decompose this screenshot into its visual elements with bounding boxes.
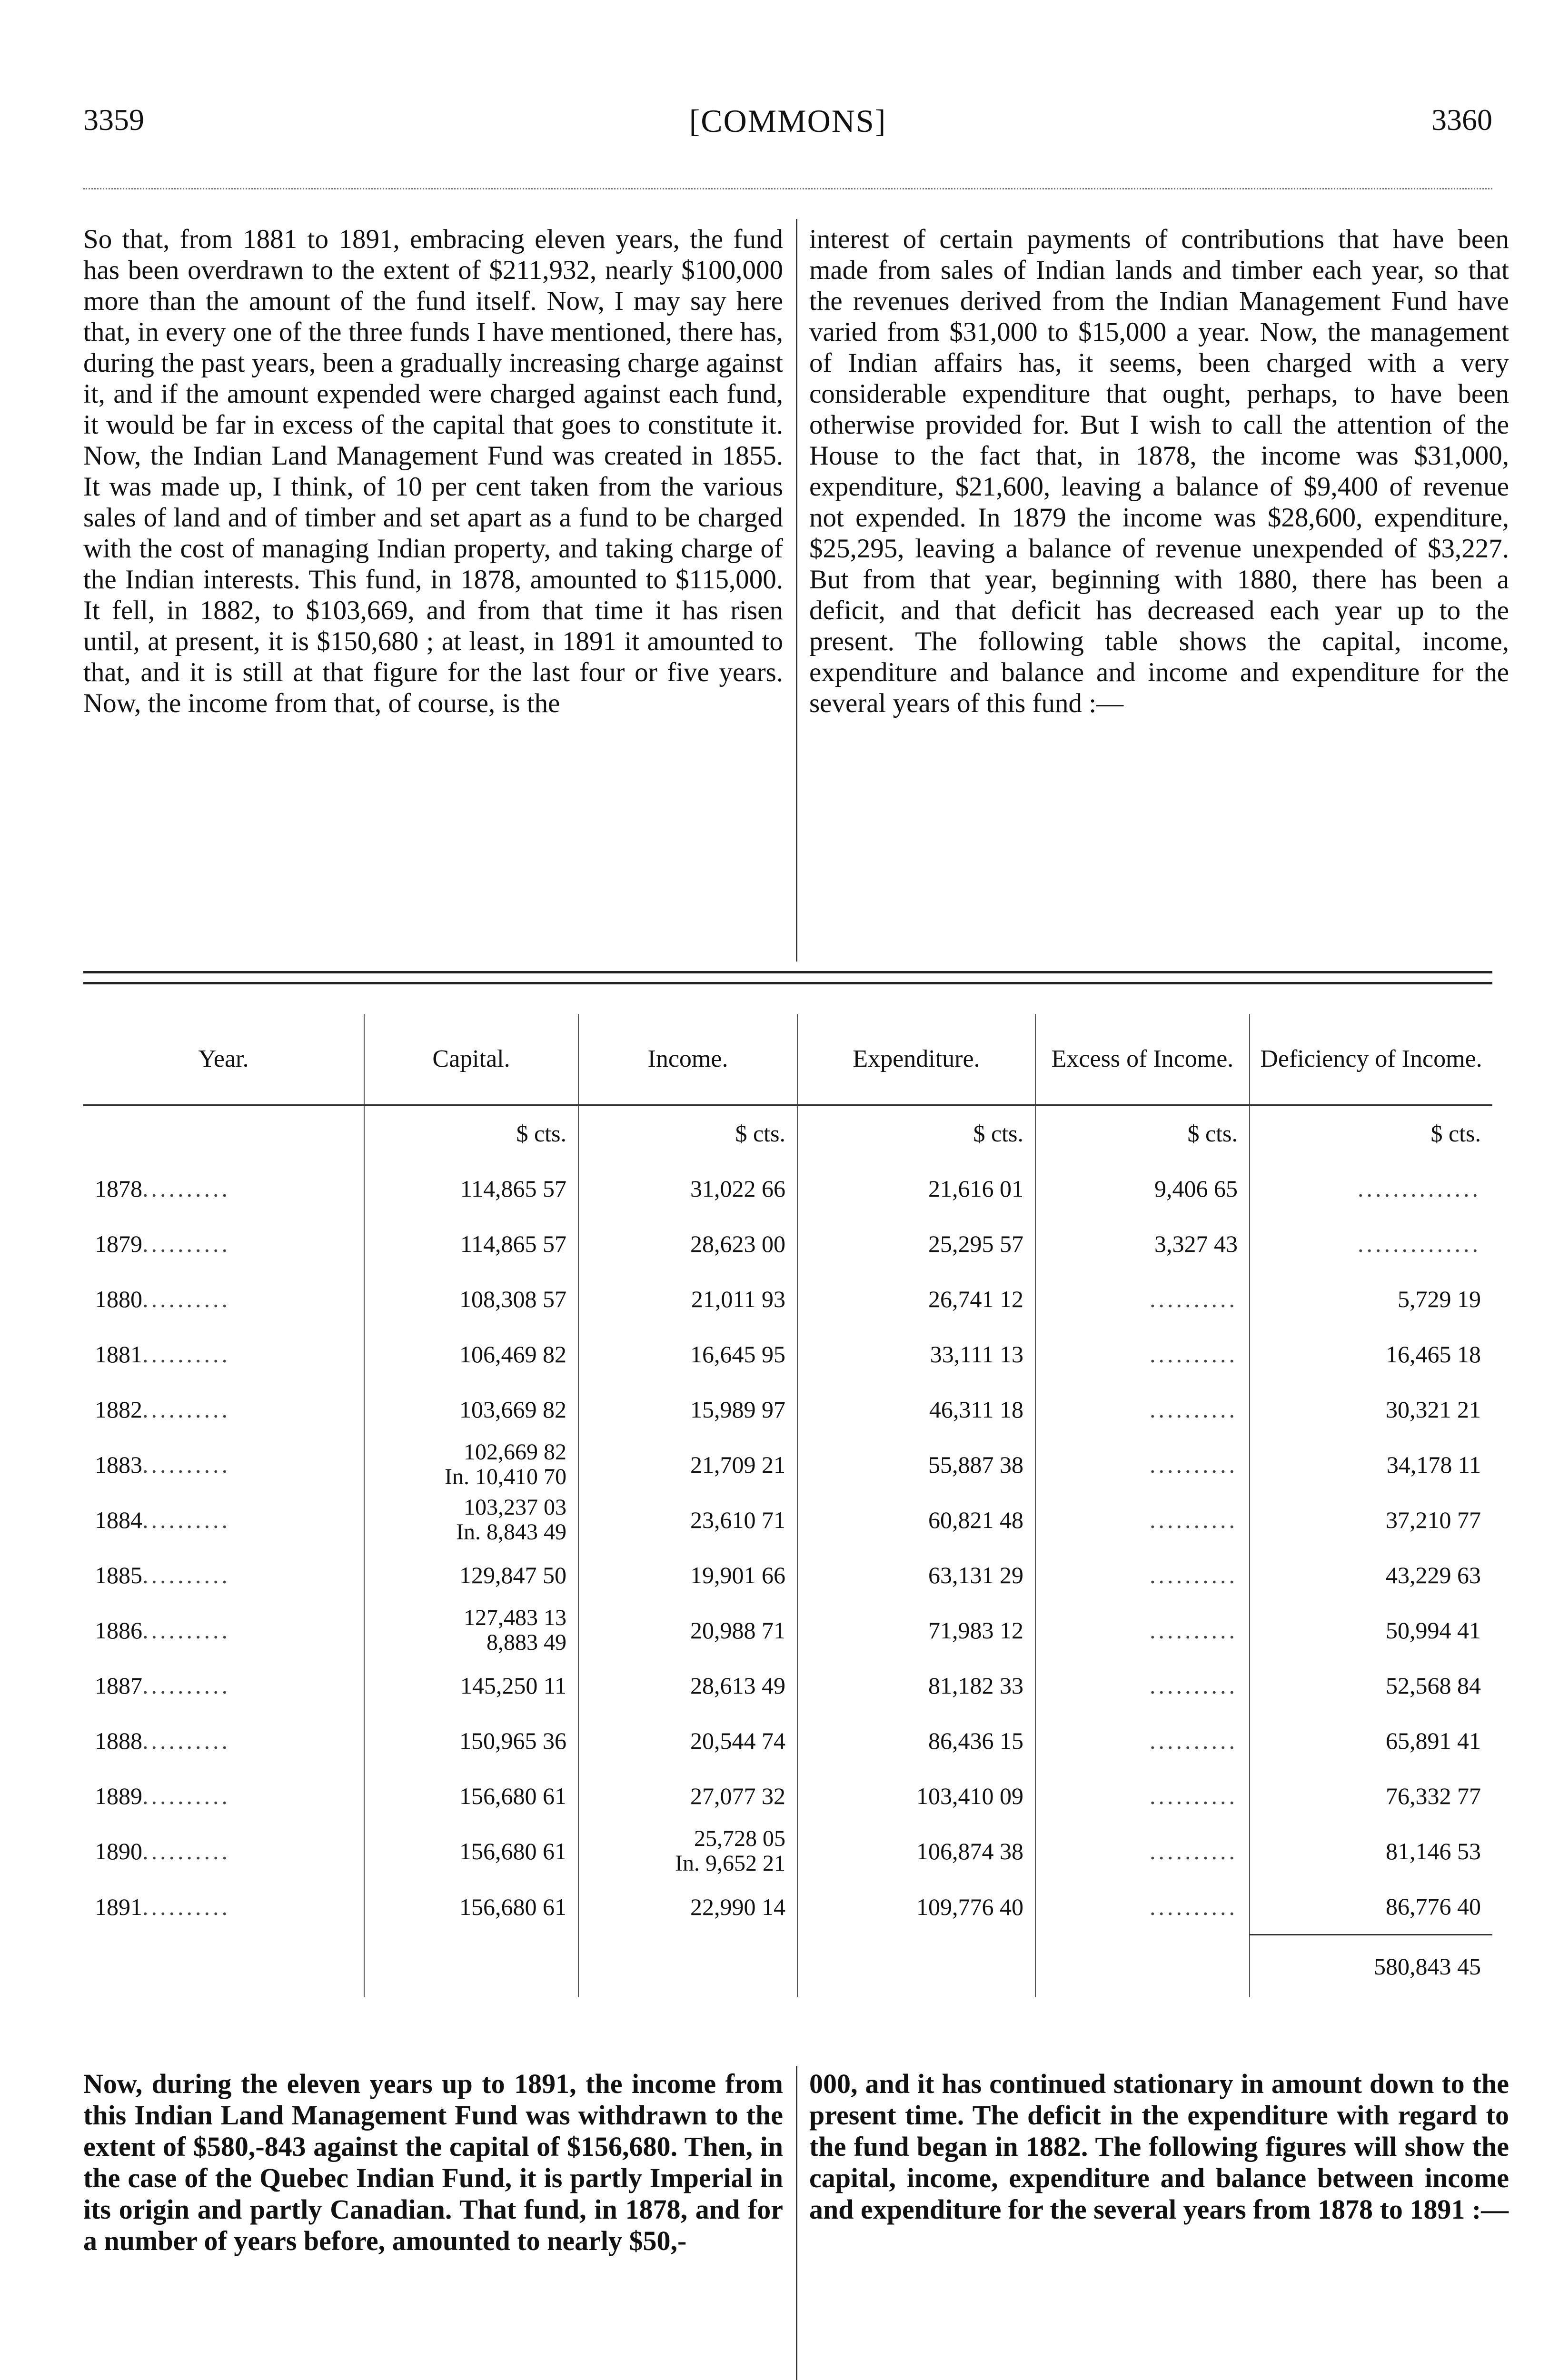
header-excess: Excess of Income.	[1035, 1014, 1250, 1105]
expenditure-cell: 33,111 13	[797, 1327, 1035, 1382]
table-row	[83, 1658, 1492, 1713]
year-cell: 1881	[95, 1341, 142, 1368]
income-cell: 31,022 66	[578, 1161, 797, 1216]
capital-cell: 114,865 57	[364, 1216, 578, 1271]
dot-leader: ..........	[142, 1396, 230, 1423]
income-cell: 28,623 00	[578, 1216, 797, 1271]
year-cell: 1879	[95, 1230, 142, 1257]
page-number-right: 3360	[1431, 103, 1492, 137]
dot-leader: ..........	[142, 1617, 230, 1644]
units-row	[83, 1105, 1492, 1161]
year-cell: 1890	[95, 1838, 142, 1864]
deficiency-cell: 50,994 41	[1250, 1603, 1492, 1658]
capital-in-cell: 8,883 49	[487, 1630, 566, 1655]
deficiency-cell: 76,332 77	[1250, 1768, 1492, 1824]
header-rule	[83, 188, 1492, 189]
unit-income: $ cts.	[578, 1105, 797, 1161]
year-cell: 1889	[95, 1783, 142, 1809]
income-cell: 28,613 49	[578, 1658, 797, 1713]
capital-cell: 103,669 82	[364, 1382, 578, 1437]
deficiency-cell: 52,568 84	[1250, 1658, 1492, 1713]
capital-cell: 150,965 36	[364, 1713, 578, 1768]
dot-leader: ..........	[1150, 1286, 1238, 1312]
table-total-row	[83, 1935, 1492, 1998]
header-income: Income.	[578, 1014, 797, 1105]
deficiency-cell: 5,729 19	[1250, 1271, 1492, 1327]
total-deficiency-cell: 580,843 45	[1250, 1935, 1492, 1998]
indian-land-management-fund-table	[83, 1014, 1492, 1997]
capital-cell: 114,865 57	[364, 1161, 578, 1216]
capital-in-cell: In. 10,410 70	[445, 1464, 566, 1489]
header-year: Year.	[83, 1014, 364, 1105]
dot-leader: ..........	[142, 1783, 230, 1809]
expenditure-cell: 103,410 09	[797, 1768, 1035, 1824]
income-cell: 22,990 14	[578, 1879, 797, 1935]
year-cell: 1885	[95, 1562, 142, 1588]
dot-leader: ..........	[142, 1230, 230, 1257]
dot-leader: ..........	[142, 1672, 230, 1699]
year-cell: 1883	[95, 1451, 142, 1478]
income-cell: 25,728 05	[694, 1826, 785, 1851]
deficiency-cell: 43,229 63	[1250, 1547, 1492, 1603]
income-cell: 19,901 66	[578, 1547, 797, 1603]
expenditure-cell: 109,776 40	[797, 1879, 1035, 1935]
capital-cell: 156,680 61	[364, 1824, 578, 1879]
table-row	[83, 1216, 1492, 1271]
dot-leader: ..........	[142, 1507, 230, 1533]
expenditure-cell: 63,131 29	[797, 1547, 1035, 1603]
table-row	[83, 1161, 1492, 1216]
top-right-column: interest of certain payments of contributions that have been made from sales of Indian lands and timber each year, so that the revenues derived from the Indian Management Fund have varied from $31,000 to $15,000 a year. Now, the management of Indian affairs has, it seems, been charged with a very considerable expenditure that ought, perhaps, to have been otherwise provided for. But I wish to call the attention of the House to the fact that, in 1878, the income was $31,000, expenditure, $21,600, leaving a balance of $9,400 of revenue not expended. In 1879 the income was $28,600, expenditure, $25,295, leaving a balance of revenue unexpended of $3,227. But from that year, beginning with 1880, there has been a deficit, and that deficit has decreased each year up to the present. The following table shows the capital, income, expenditure and balance and income and expenditure for the several years of this fund :—	[809, 224, 1509, 718]
dot-leader: ..........	[1150, 1451, 1238, 1478]
expenditure-cell: 71,983 12	[797, 1603, 1035, 1658]
table-row	[83, 1492, 1492, 1547]
bottom-right-column: 000, and it has continued stationary in amount down to the present time. The deficit in the expenditure with regard to the fund began in 1882. The following figures will show the capital, income, expenditure and balance between income and expenditure for the several years from 1878 to 1891 :—	[809, 2068, 1509, 2225]
column-divider-bottom	[796, 2066, 797, 2380]
dot-leader: ..........	[1150, 1672, 1238, 1699]
dot-leader: ..............	[1358, 1230, 1481, 1257]
dot-leader: ..........	[142, 1562, 230, 1588]
dot-leader: ..........	[1150, 1727, 1238, 1754]
dot-leader: ..........	[142, 1838, 230, 1864]
year-cell: 1891	[95, 1893, 142, 1920]
deficiency-cell: 86,776 40	[1250, 1879, 1492, 1935]
dot-leader: ..........	[1150, 1617, 1238, 1644]
table-row	[83, 1327, 1492, 1382]
dot-leader: ..........	[1150, 1396, 1238, 1423]
page-header	[83, 102, 1492, 140]
income-cell: 20,988 71	[578, 1603, 797, 1658]
expenditure-cell: 55,887 38	[797, 1437, 1035, 1492]
year-cell: 1878	[95, 1175, 142, 1202]
table-row	[83, 1768, 1492, 1824]
table-row	[83, 1879, 1492, 1935]
unit-year	[83, 1105, 364, 1161]
capital-cell: 106,469 82	[364, 1327, 578, 1382]
dot-leader: ..........	[1150, 1507, 1238, 1533]
capital-cell: 127,483 13	[464, 1605, 566, 1630]
deficiency-cell: 30,321 21	[1250, 1382, 1492, 1437]
income-cell: 27,077 32	[578, 1768, 797, 1824]
income-in-cell: In. 9,652 21	[675, 1851, 785, 1876]
expenditure-cell: 60,821 48	[797, 1492, 1035, 1547]
year-cell: 1884	[95, 1507, 142, 1533]
capital-cell: 103,237 03	[464, 1495, 566, 1520]
dot-leader: ..........	[1150, 1783, 1238, 1809]
excess-cell: 3,327 43	[1035, 1216, 1250, 1271]
dot-leader: ..........	[142, 1341, 230, 1368]
capital-cell: 156,680 61	[364, 1879, 578, 1935]
excess-cell: 9,406 65	[1035, 1161, 1250, 1216]
expenditure-cell: 46,311 18	[797, 1382, 1035, 1437]
table-row	[83, 1824, 1492, 1879]
bottom-left-column: Now, during the eleven years up to 1891, the income from this Indian Land Management Fund was withdrawn to the extent of $580,-843 against the capital of $156,680. Then, in the case of the Quebec Indian Fund, it is partly Imperial in its origin and partly Canadian. That fund, in 1878, and for a number of years before, amounted to nearly $50,-	[83, 2068, 783, 2256]
table-row	[83, 1271, 1492, 1327]
unit-deficiency: $ cts.	[1250, 1105, 1492, 1161]
header-expenditure: Expenditure.	[797, 1014, 1035, 1105]
expenditure-cell: 106,874 38	[797, 1824, 1035, 1879]
year-cell: 1887	[95, 1672, 142, 1699]
deficiency-cell: 81,146 53	[1250, 1824, 1492, 1879]
page-title: [COMMONS]	[689, 103, 887, 139]
dot-leader: ..........	[142, 1893, 230, 1920]
table-row	[83, 1603, 1492, 1658]
table-row	[83, 1713, 1492, 1768]
page-number-left: 3359	[83, 103, 144, 137]
dot-leader: ..........	[142, 1286, 230, 1312]
unit-capital: $ cts.	[364, 1105, 578, 1161]
dot-leader: ..............	[1358, 1175, 1481, 1202]
unit-expenditure: $ cts.	[797, 1105, 1035, 1161]
year-cell: 1886	[95, 1617, 142, 1644]
dot-leader: ..........	[142, 1451, 230, 1478]
expenditure-cell: 21,616 01	[797, 1161, 1035, 1216]
header-capital: Capital.	[364, 1014, 578, 1105]
table-top-rule	[83, 971, 1492, 984]
dot-leader: ..........	[1150, 1562, 1238, 1588]
income-cell: 15,989 97	[578, 1382, 797, 1437]
dot-leader: ..........	[1150, 1893, 1238, 1920]
income-cell: 16,645 95	[578, 1327, 797, 1382]
capital-cell: 156,680 61	[364, 1768, 578, 1824]
expenditure-cell: 81,182 33	[797, 1658, 1035, 1713]
year-cell: 1888	[95, 1727, 142, 1754]
dot-leader: ..........	[1150, 1341, 1238, 1368]
capital-cell: 145,250 11	[364, 1658, 578, 1713]
column-divider-top	[796, 219, 797, 962]
unit-excess: $ cts.	[1035, 1105, 1250, 1161]
expenditure-cell: 86,436 15	[797, 1713, 1035, 1768]
deficiency-cell: 65,891 41	[1250, 1713, 1492, 1768]
deficiency-cell: 16,465 18	[1250, 1327, 1492, 1382]
capital-cell: 108,308 57	[364, 1271, 578, 1327]
top-left-column: So that, from 1881 to 1891, embracing eleven years, the fund has been overdrawn to the extent of $211,932, nearly $100,000 more than the amount of the fund itself. Now, I may say here that, in every one of the three funds I have mentioned, there has, during the past years, been a gradually increasing charge against it, and if the amount expended were charged against each fund, it would be far in excess of the capital that goes to constitute it. Now, the Indian Land Management Fund was created in 1855. It was made up, I think, of 10 per cent taken from the various sales of land and of timber and set apart as a fund to be charged with the cost of managing Indian property, and taking charge of the Indian interests. This fund, in 1878, amounted to $115,000. It fell, in 1882, to $103,669, and from that time it has risen until, at present, it is $150,680 ; at least, in 1891 it amounted to that, and it is still at that figure for the last four or five years. Now, the income from that, of course, is the	[83, 224, 783, 718]
header-deficiency: Deficiency of Income.	[1250, 1014, 1492, 1105]
deficiency-cell: 34,178 11	[1250, 1437, 1492, 1492]
year-cell: 1880	[95, 1286, 142, 1312]
expenditure-cell: 26,741 12	[797, 1271, 1035, 1327]
dot-leader: ..........	[142, 1727, 230, 1754]
table-header-row	[83, 1014, 1492, 1105]
table-row	[83, 1547, 1492, 1603]
income-cell: 21,011 93	[578, 1271, 797, 1327]
dot-leader: ..........	[1150, 1838, 1238, 1864]
year-cell: 1882	[95, 1396, 142, 1423]
income-cell: 23,610 71	[578, 1492, 797, 1547]
table-row	[83, 1437, 1492, 1492]
capital-in-cell: In. 8,843 49	[456, 1519, 566, 1545]
deficiency-cell: 37,210 77	[1250, 1492, 1492, 1547]
income-cell: 21,709 21	[578, 1437, 797, 1492]
capital-cell: 129,847 50	[364, 1547, 578, 1603]
capital-cell: 102,669 82	[464, 1439, 566, 1465]
income-cell: 20,544 74	[578, 1713, 797, 1768]
table-row	[83, 1382, 1492, 1437]
expenditure-cell: 25,295 57	[797, 1216, 1035, 1271]
dot-leader: ..........	[142, 1175, 230, 1202]
fund-table-wrap	[83, 1014, 1492, 1997]
